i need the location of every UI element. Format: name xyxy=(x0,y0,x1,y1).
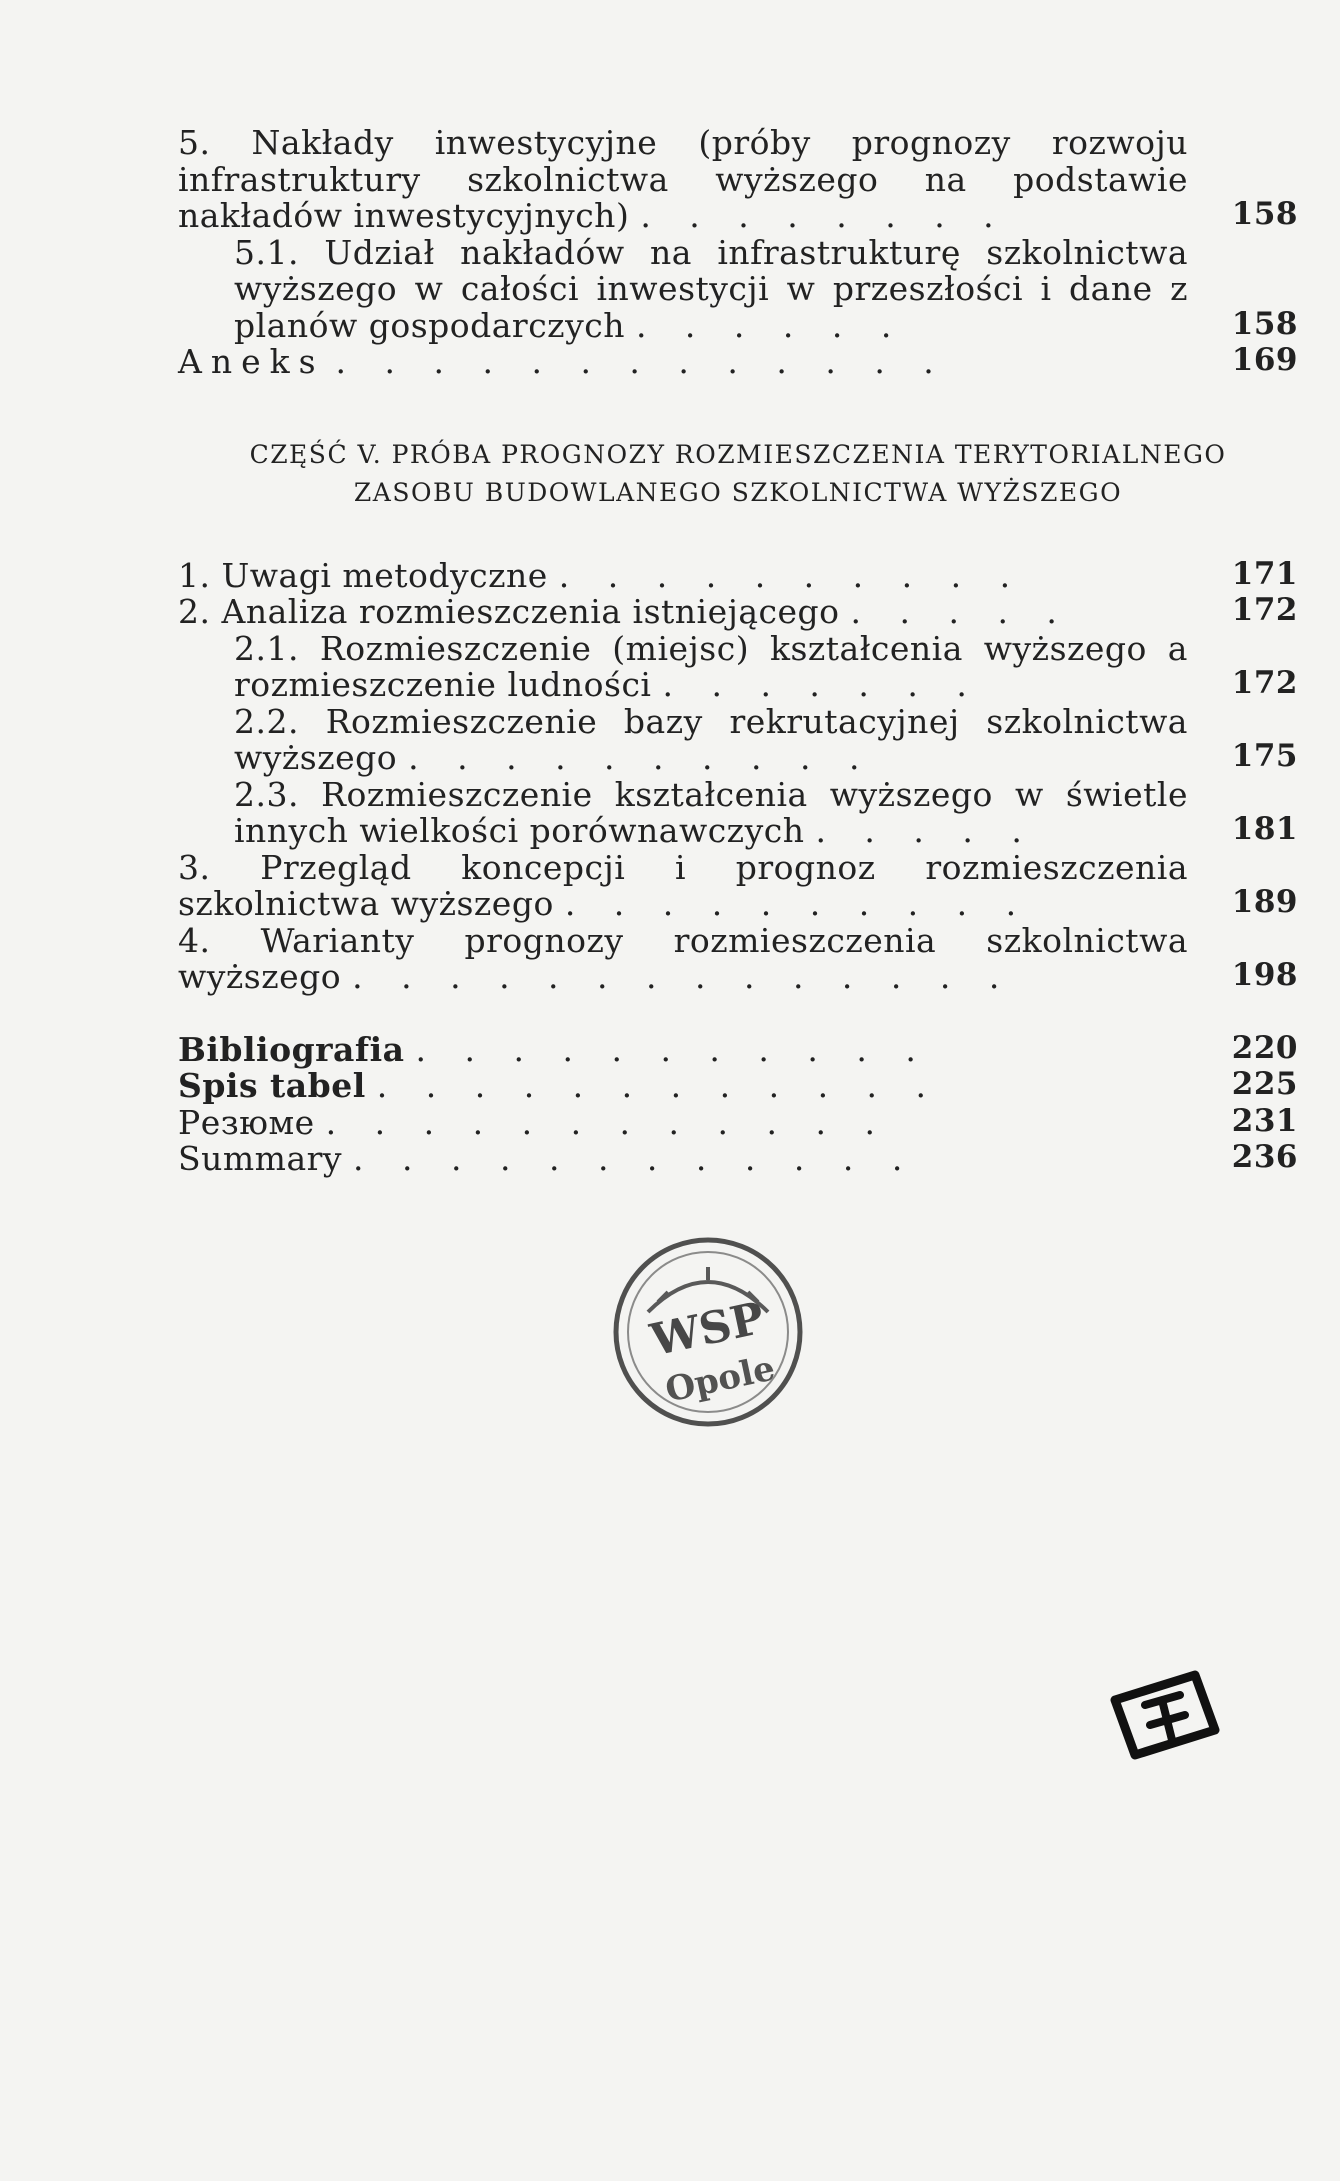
part-heading-line: CZĘŚĆ V. PRÓBA PROGNOZY ROZMIESZCZENIA TERYTORIALNEGO xyxy=(249,439,1227,469)
leader-dots: . . . . . . . . . . xyxy=(408,738,874,777)
entry-title: Przegląd koncepcji i prognoz rozmieszczenia szkolnictwa wyższego xyxy=(178,847,1188,923)
toc-entry xyxy=(178,1029,1298,1069)
part-heading-line: ZASOBU BUDOWLANEGO SZKOLNICTWA WYŻSZEGO xyxy=(353,477,1123,507)
leader-dots: . . . . . . . . . . . . xyxy=(325,1102,889,1142)
toc-entry xyxy=(178,125,1298,235)
toc-entry xyxy=(178,344,1298,381)
page-number: 236 xyxy=(1231,1139,1298,1175)
stamp-text-top: WSP xyxy=(646,1292,769,1367)
entry-title: Spis tabel xyxy=(178,1066,366,1105)
toc-entry xyxy=(178,594,1298,631)
entry-number: 2.1. xyxy=(234,628,299,668)
page-number: 181 xyxy=(1231,811,1298,847)
page-number: 220 xyxy=(1231,1029,1298,1066)
entry-number: 5. xyxy=(178,123,211,162)
page-number: 172 xyxy=(1231,665,1298,701)
page-number: 171 xyxy=(1231,555,1298,592)
leader-dots: . . . . . . . xyxy=(662,665,981,704)
entry-number: 2.2. xyxy=(234,701,299,741)
entry-title: Bibliografia xyxy=(178,1029,405,1069)
entry-number: 5.1. xyxy=(234,232,299,272)
entry-title: Резюме xyxy=(178,1102,315,1142)
toc-entry xyxy=(178,628,1298,704)
entry-number: 2. xyxy=(178,592,211,631)
entry-number: 1. xyxy=(178,555,211,595)
leader-dots: . . . . . . . . . . . . xyxy=(376,1066,941,1105)
part-heading xyxy=(178,436,1298,512)
page-number: 189 xyxy=(1231,884,1298,920)
page-number: 175 xyxy=(1231,738,1298,774)
leader-dots: . . . . . . . . xyxy=(640,196,1008,235)
page-number: 158 xyxy=(1231,196,1298,232)
hand-mark-icon xyxy=(1100,1660,1230,1770)
page-number: 169 xyxy=(1231,342,1298,378)
leader-dots: . . . . . xyxy=(815,811,1036,850)
toc-entry xyxy=(178,774,1298,850)
toc-entry xyxy=(178,1141,1298,1178)
entry-number: 3. xyxy=(178,847,211,887)
entry-title: Nakłady inwestycyjne (próby prognozy rozwoju infrastruktury szkolnictwa wyższego na podstawie nakładów inwestycyjnych) xyxy=(178,123,1188,235)
entry-title: Analiza rozmieszczenia istniejącego xyxy=(221,592,840,631)
leader-dots: . . . . . . . . . . . . . xyxy=(335,342,948,381)
page-number: 172 xyxy=(1231,592,1298,628)
entry-number: 4. xyxy=(178,920,211,960)
stamp-text-bottom: Opole xyxy=(661,1348,779,1411)
page-number: 158 xyxy=(1231,305,1298,342)
entry-title: Udział nakładów na infrastrukturę szkolnictwa wyższego w całości inwestycji w przeszłości i dane z planów gospodarczych xyxy=(234,232,1188,345)
table-of-contents xyxy=(178,125,1298,1178)
toc-entry xyxy=(178,1068,1298,1105)
entry-number: 2.3. xyxy=(234,774,299,814)
toc-entry xyxy=(178,701,1298,777)
leader-dots: . . . . . . . . . . . . . . xyxy=(352,957,1014,996)
toc-entry xyxy=(178,920,1298,996)
leader-dots: . . . . . . . . . . . xyxy=(415,1029,930,1069)
entry-title: Uwagi metodyczne xyxy=(221,555,548,595)
leader-dots: . . . . . . . . . . xyxy=(564,884,1031,923)
toc-entry xyxy=(178,232,1298,345)
entry-title: Warianty prognozy rozmieszczenia szkolnictwa wyższego xyxy=(178,920,1188,996)
entry-title: Rozmieszczenie kształcenia wyższego w świetle innych wielkości porównawczych xyxy=(234,774,1188,850)
page-number: 231 xyxy=(1231,1102,1298,1139)
entry-title: Aneks xyxy=(178,342,325,381)
entry-title: Summary xyxy=(178,1139,343,1178)
toc-entry xyxy=(178,1102,1298,1142)
entry-title: Rozmieszczenie bazy rekrutacyjnej szkolnictwa wyższego xyxy=(234,701,1188,777)
toc-entry xyxy=(178,847,1298,923)
leader-dots: . . . . . . xyxy=(635,305,906,345)
entry-title: Rozmieszczenie (miejsc) kształcenia wyższego a rozmieszczenie ludności xyxy=(234,628,1188,704)
page-number: 198 xyxy=(1231,957,1298,993)
leader-dots: . . . . . xyxy=(850,592,1071,631)
leader-dots: . . . . . . . . . . xyxy=(558,555,1025,595)
page-number: 225 xyxy=(1231,1066,1298,1102)
leader-dots: . . . . . . . . . . . . xyxy=(353,1139,917,1178)
toc-entry xyxy=(178,555,1298,595)
spacer xyxy=(178,996,1298,1032)
library-stamp-icon xyxy=(608,1232,808,1432)
